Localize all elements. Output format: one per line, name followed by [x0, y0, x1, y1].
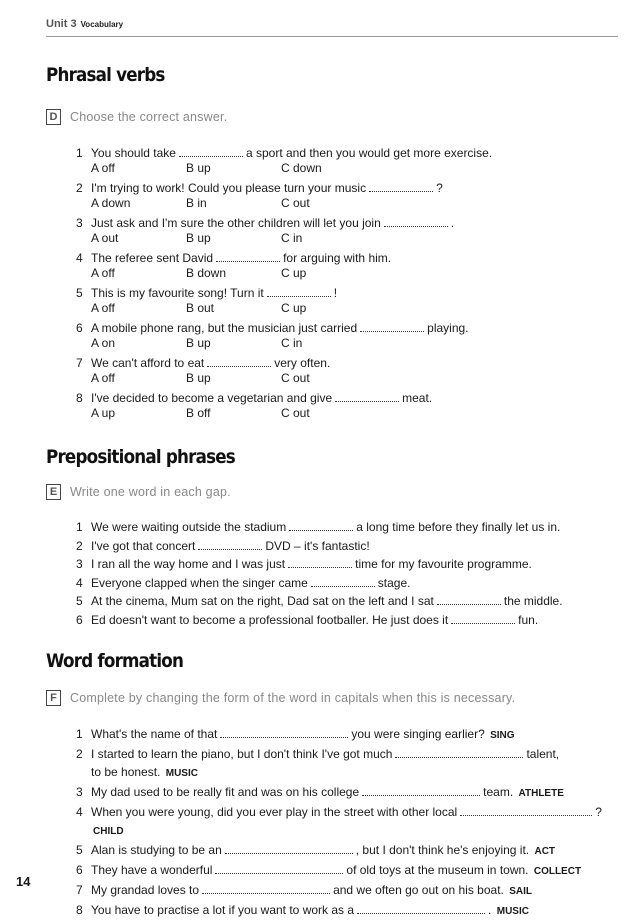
text-after-gap: you were singing earlier?: [351, 727, 485, 741]
capital-word: SING: [490, 730, 515, 741]
question-number: 5: [76, 286, 83, 300]
question-item: [76, 841, 618, 861]
answer-options: [76, 161, 618, 176]
answer-gap[interactable]: [395, 747, 523, 758]
text-before-gap: My dad used to be really fit and was on his college: [91, 785, 360, 799]
answer-gap[interactable]: [215, 863, 343, 874]
page-number: 14: [16, 874, 31, 889]
question-text: [91, 286, 337, 301]
option-b[interactable]: B up: [186, 335, 211, 350]
option-b[interactable]: B down: [186, 265, 227, 280]
question-text: [91, 592, 563, 611]
question-number: 7: [76, 883, 83, 897]
option-b[interactable]: B up: [186, 370, 211, 385]
question-text: [91, 803, 618, 841]
question-text: [91, 537, 370, 556]
answer-gap[interactable]: [384, 216, 448, 227]
question-item: [76, 146, 618, 175]
exercise-letter-box: F: [46, 690, 61, 706]
option-a[interactable]: A off: [91, 300, 115, 315]
text-after-gap: for arguing with him.: [283, 251, 392, 265]
option-a[interactable]: A off: [91, 160, 115, 175]
question-number: 5: [76, 843, 83, 857]
question-text: [91, 518, 560, 537]
option-b[interactable]: B up: [186, 160, 211, 175]
question-number: 4: [76, 251, 83, 265]
option-a[interactable]: A off: [91, 370, 115, 385]
question-number: 2: [76, 747, 83, 761]
question-number: 3: [76, 557, 83, 571]
option-c[interactable]: C out: [281, 370, 310, 385]
answer-options: [76, 406, 618, 421]
text-before-gap: Alan is studying to be an: [91, 843, 222, 857]
text-after-gap: a sport and then you would get more exercise.: [245, 146, 493, 160]
answer-gap[interactable]: [225, 843, 353, 854]
option-c[interactable]: C up: [281, 265, 307, 280]
option-c[interactable]: C down: [281, 160, 322, 175]
question-number: 5: [76, 594, 83, 608]
answer-gap[interactable]: [335, 391, 399, 402]
question-number: 4: [76, 805, 83, 819]
text-after-gap: playing.: [427, 321, 469, 335]
answer-gap[interactable]: [179, 146, 243, 157]
answer-gap[interactable]: [362, 785, 480, 796]
text-after-gap: ?: [436, 181, 443, 195]
question-item: [76, 518, 618, 537]
capital-word: ACT: [534, 846, 556, 857]
text-before-gap: Ed doesn't want to become a professional footballer. He just does it: [91, 612, 449, 627]
question-line: [76, 356, 618, 371]
question-text: [91, 216, 454, 231]
question-number: 3: [76, 785, 83, 799]
question-item: [76, 783, 618, 803]
question-text: [91, 725, 515, 745]
question-line: [76, 321, 618, 336]
option-c[interactable]: C in: [281, 335, 303, 350]
option-c[interactable]: C out: [281, 405, 310, 420]
text-after-gap: and we often go out on his boat.: [333, 883, 504, 897]
question-text: [91, 901, 529, 921]
text-before-gap: I've decided to become a vegetarian and give: [91, 391, 333, 405]
text-before-gap: At the cinema, Mum sat on the right, Dad sat on the left and I sat: [91, 594, 434, 608]
answer-options: [76, 231, 618, 246]
text-before-gap: They have a wonderful: [91, 863, 213, 877]
text-before-gap: I ran all the way home and I was just: [91, 557, 286, 571]
answer-gap[interactable]: [220, 727, 348, 738]
question-item: [76, 321, 618, 350]
question-text: [91, 881, 532, 901]
answer-gap[interactable]: [311, 576, 375, 587]
answer-options: [76, 371, 618, 386]
text-before-gap: A mobile phone rang, but the musician just carried: [91, 321, 358, 335]
text-after-gap: of old toys at the museum in town.: [346, 863, 529, 877]
text-before-gap: I'm trying to work! Could you please turn your music: [91, 181, 367, 195]
question-item: [76, 555, 618, 574]
exercise-e-list: [76, 518, 618, 629]
question-item: [76, 216, 618, 245]
capital-word: SAIL: [509, 886, 532, 897]
question-number: 1: [76, 520, 83, 534]
text-before-gap: When you were young, did you ever play in the street with other local: [91, 805, 458, 819]
text-before-gap: This is my favourite song! Turn it: [91, 286, 264, 300]
option-b[interactable]: B up: [186, 230, 211, 245]
question-text: [91, 146, 492, 161]
capital-word: CHILD: [93, 826, 124, 837]
question-text: [91, 783, 564, 803]
question-number: 8: [76, 903, 83, 917]
question-item: [76, 745, 618, 783]
capital-word: ATHLETE: [518, 788, 564, 799]
question-item: [76, 881, 618, 901]
question-item: [76, 537, 618, 556]
question-text: [91, 181, 443, 196]
text-after-gap: the middle.: [503, 594, 563, 608]
question-number: 1: [76, 727, 83, 741]
answer-gap[interactable]: [289, 520, 353, 531]
option-c[interactable]: C out: [281, 195, 310, 210]
answer-gap[interactable]: [460, 805, 592, 816]
question-text: [91, 555, 532, 574]
text-before-gap: What's the name of that: [91, 727, 218, 741]
text-before-gap: I started to learn the piano, but I don't think I've got much: [91, 747, 393, 761]
answer-gap[interactable]: [451, 613, 515, 624]
exercise-e-instruction: [46, 482, 231, 502]
text-after-gap: .: [488, 903, 492, 917]
question-number: 6: [76, 863, 83, 877]
option-c[interactable]: C in: [281, 230, 303, 245]
question-number: 6: [76, 321, 83, 335]
text-before-gap: We can't afford to eat: [91, 356, 205, 370]
question-text: [91, 321, 469, 336]
exercise-d-list: [76, 146, 618, 426]
text-after-gap: DVD – it's fantastic!: [265, 538, 370, 553]
option-a[interactable]: A up: [91, 405, 116, 420]
question-line: [76, 146, 618, 161]
answer-gap[interactable]: [288, 557, 352, 568]
answer-gap[interactable]: [198, 539, 262, 550]
question-text: [91, 251, 391, 266]
text-continuation: to be honest.: [91, 765, 161, 779]
exercise-letter-box: E: [46, 484, 61, 500]
question-item: [76, 901, 618, 921]
option-a[interactable]: A on: [91, 335, 116, 350]
text-after-gap: time for my favourite programme.: [355, 557, 532, 571]
exercise-f-list: [76, 725, 618, 921]
question-number: 4: [76, 575, 83, 590]
question-text: [91, 745, 559, 783]
option-b[interactable]: B in: [186, 195, 207, 210]
question-item: [76, 725, 618, 745]
section-title-phrasal: Phrasal verbs: [46, 64, 165, 86]
text-after-gap: ?: [595, 805, 602, 819]
question-text: [91, 861, 581, 881]
question-number: 2: [76, 538, 83, 553]
text-after-gap: a long time before they finally let us in.: [356, 520, 561, 534]
answer-gap[interactable]: [207, 356, 271, 367]
page-header: [46, 14, 618, 37]
instruction-text: Write one word in each gap.: [70, 485, 231, 499]
answer-gap[interactable]: [267, 286, 331, 297]
text-before-gap: You should take: [91, 146, 176, 160]
option-a[interactable]: A down: [91, 195, 131, 210]
option-b[interactable]: B off: [186, 405, 211, 420]
text-before-gap: Just ask and I'm sure the other children will let you join: [91, 216, 381, 230]
exercise-letter-box: D: [46, 109, 61, 125]
question-text: [91, 391, 432, 406]
question-text: [91, 574, 411, 593]
question-item: [76, 181, 618, 210]
answer-gap[interactable]: [357, 903, 485, 914]
text-after-gap: .: [450, 216, 455, 230]
capital-word: MUSIC: [165, 768, 198, 779]
question-number: 6: [76, 612, 83, 627]
capital-word: MUSIC: [496, 906, 529, 917]
text-before-gap: Everyone clapped when the singer came: [91, 575, 308, 590]
text-after-gap: !: [333, 286, 338, 300]
question-line: [76, 251, 618, 266]
question-item: [76, 803, 618, 841]
question-line: [76, 391, 618, 406]
section-title-wordformation: Word formation: [46, 650, 184, 672]
text-before-gap: You have to practise a lot if you want to work as a: [91, 903, 355, 917]
text-after-gap: team.: [483, 785, 514, 799]
text-after-gap: fun.: [518, 612, 539, 627]
option-b[interactable]: B out: [186, 300, 215, 315]
text-before-gap: The referee sent David: [91, 251, 214, 265]
question-number: 8: [76, 391, 83, 405]
question-line: [76, 286, 618, 301]
option-a[interactable]: A off: [91, 265, 115, 280]
text-before-gap: We were waiting outside the stadium: [91, 520, 287, 534]
text-after-gap: talent,: [526, 747, 560, 761]
instruction-text: Complete by changing the form of the word in capitals when this is necessary.: [70, 691, 516, 705]
answer-options: [76, 301, 618, 316]
question-line: [76, 216, 618, 231]
answer-gap[interactable]: [437, 594, 501, 605]
question-number: 2: [76, 181, 83, 195]
question-item: [76, 356, 618, 385]
question-text: [91, 356, 330, 371]
answer-gap[interactable]: [202, 883, 330, 894]
section-title-prepositional: Prepositional phrases: [46, 446, 235, 468]
text-after-gap: , but I don't think he's enjoying it.: [355, 843, 530, 857]
answer-options: [76, 336, 618, 351]
question-item: [76, 391, 618, 420]
unit-label: Unit 3 Vocabulary: [46, 18, 124, 30]
text-after-gap: very often.: [274, 356, 331, 370]
text-after-gap: stage.: [377, 575, 411, 590]
question-text: [91, 841, 555, 861]
question-item: [76, 611, 618, 630]
instruction-text: Choose the correct answer.: [70, 110, 228, 124]
question-text: [91, 611, 538, 630]
question-item: [76, 861, 618, 881]
question-item: [76, 286, 618, 315]
text-after-gap: meat.: [402, 391, 433, 405]
text-before-gap: My grandad loves to: [91, 883, 200, 897]
question-item: [76, 592, 618, 611]
capital-word: COLLECT: [533, 866, 582, 877]
question-item: [76, 251, 618, 280]
answer-gap[interactable]: [216, 251, 280, 262]
question-item: [76, 574, 618, 593]
exercise-d-instruction: [46, 107, 227, 127]
answer-gap[interactable]: [360, 321, 424, 332]
answer-gap[interactable]: [369, 181, 433, 192]
text-before-gap: I've got that concert: [91, 538, 196, 553]
answer-options: [76, 266, 618, 281]
question-number: 1: [76, 146, 83, 160]
option-a[interactable]: A out: [91, 230, 119, 245]
question-number: 7: [76, 356, 83, 370]
exercise-f-instruction: [46, 688, 515, 708]
option-c[interactable]: C up: [281, 300, 307, 315]
answer-options: [76, 196, 618, 211]
question-line: [76, 181, 618, 196]
question-number: 3: [76, 216, 83, 230]
